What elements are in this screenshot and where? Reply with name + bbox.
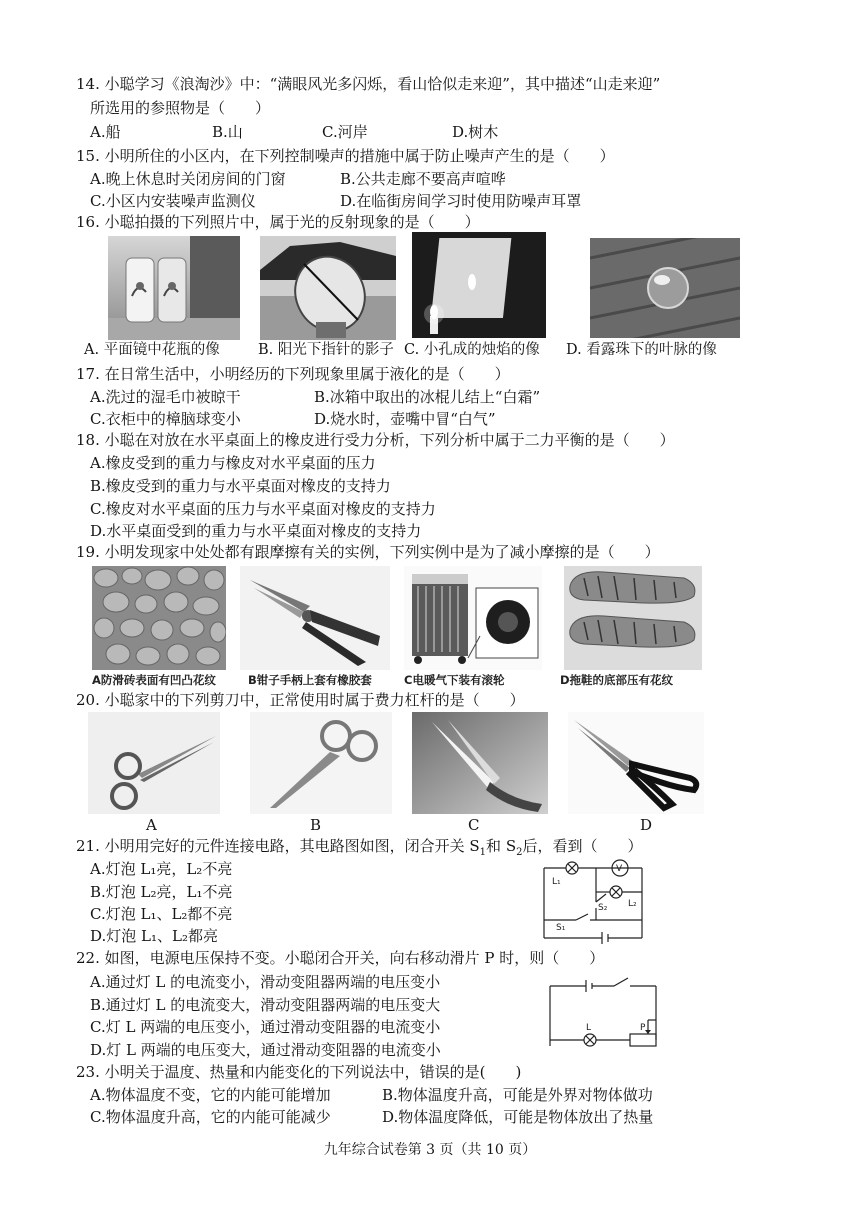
q19-caption-b: B钳子手柄上套有橡胶套 <box>248 673 372 687</box>
q19-caption-d: D拖鞋的底部压有花纹 <box>560 673 674 687</box>
q14-option-c: C.河岸 <box>322 123 368 141</box>
sundial-photo <box>260 236 396 340</box>
q21-stem-main: 21. 小明用完好的元件连接电路，其电路图如图，闭合开关 S <box>76 837 480 855</box>
q16-caption-a: A. 平面镜中花瓶的像 <box>84 342 220 358</box>
q20-letter-d: D <box>640 816 653 834</box>
q17-stem: 17. 在日常生活中，小明经历的下列现象里属于液化的是（ ） <box>76 365 510 383</box>
q21-option-d: D.灯泡 L₁、L₂都亮 <box>90 927 218 945</box>
q17-option-b: B.冰箱中取出的冰棍儿结上“白霜” <box>314 388 541 406</box>
slipper-sole-photo <box>564 566 702 670</box>
q19-stem: 19. 小明发现家中处处都有跟摩擦有关的实例，下列实例中是为了减小摩擦的是（ ） <box>76 543 660 561</box>
q18-option-c: C.橡皮对水平桌面的压力与水平桌面对橡皮的支持力 <box>90 500 436 518</box>
q22-label-l: L <box>586 1023 592 1033</box>
q22-option-a: A.通过灯 L 的电流变小，滑动变阻器两端的电压变小 <box>90 973 441 991</box>
q17-option-d: D.烧水时，壶嘴中冒“白气” <box>314 410 496 428</box>
scissors-d-photo <box>568 712 704 814</box>
q18-stem: 18. 小聪在对放在水平桌面上的橡皮进行受力分析，下列分析中属于二力平衡的是（ ） <box>76 431 675 449</box>
q21-stem-end: 后，看到（ ） <box>522 837 643 855</box>
q14-option-b: B.山 <box>212 123 243 141</box>
q14-stem-line2: 所选用的参照物是（ ） <box>90 99 271 117</box>
q23-option-b: B.物体温度升高，可能是外界对物体做功 <box>382 1086 653 1104</box>
q21-stem-mid: 和 S <box>486 837 517 855</box>
q21-option-a: A.灯泡 L₁亮，L₂不亮 <box>90 860 233 878</box>
pinhole-candle-photo <box>412 232 546 338</box>
q21-option-c: C.灯泡 L₁、L₂都不亮 <box>90 905 233 923</box>
q23-stem: 23. 小明关于温度、热量和内能变化的下列说法中，错误的是( ) <box>76 1063 522 1081</box>
q16-caption-c: C. 小孔成的烛焰的像 <box>404 342 540 358</box>
dewdrop-leaf-photo <box>590 238 740 338</box>
q21-label-v: V <box>616 864 623 874</box>
q20-stem: 20. 小聪家中的下列剪刀中，正常使用时属于费力杠杆的是（ ） <box>76 691 525 709</box>
q22-option-b: B.通过灯 L 的电流变大，滑动变阻器两端的电压变大 <box>90 996 441 1014</box>
q22-circuit-diagram <box>540 974 666 1054</box>
q22-option-d: D.灯 L 两端的电压变大，通过滑动变阻器的电流变小 <box>90 1041 441 1059</box>
q17-option-a: A.洗过的湿毛巾被晾干 <box>90 388 241 406</box>
q21-stem-sub2: 2 <box>516 847 523 858</box>
q18-option-d: D.水平桌面受到的重力与水平桌面对橡皮的支持力 <box>90 522 422 540</box>
q16-caption-d: D. 看露珠下的叶脉的像 <box>566 342 717 358</box>
q19-caption-c: C电暖气下装有滚轮 <box>404 673 505 687</box>
q23-option-a: A.物体温度不变，它的内能可能增加 <box>90 1086 331 1104</box>
q14-option-a: A.船 <box>90 123 121 141</box>
pliers-photo <box>240 566 390 670</box>
page-footer: 九年综合试卷第 3 页（共 10 页） <box>323 1142 537 1158</box>
q20-letter-a: A <box>146 816 157 834</box>
q14-option-d: D.树木 <box>452 123 499 141</box>
q16-stem: 16. 小聪拍摄的下列照片中，属于光的反射现象的是（ ） <box>76 213 480 231</box>
q21-label-s2: S₂ <box>598 903 608 913</box>
q21-option-b: B.灯泡 L₂亮，L₁不亮 <box>90 883 233 901</box>
q19-caption-a: A防滑砖表面有凹凸花纹 <box>92 673 216 687</box>
q15-option-a: A.晚上休息时关闭房间的门窗 <box>90 170 286 188</box>
q22-label-p: P <box>640 1023 646 1033</box>
q18-option-a: A.橡皮受到的重力与橡皮对水平桌面的压力 <box>90 454 376 472</box>
q20-letter-c: C <box>468 816 480 834</box>
electric-heater-photo <box>404 566 542 670</box>
q15-option-b: B.公共走廊不要高声喧哗 <box>340 170 506 188</box>
q17-option-c: C.衣柜中的樟脑球变小 <box>90 410 241 428</box>
q21-label-l2: L₂ <box>628 899 637 909</box>
q21-label-s1: S₁ <box>556 923 566 933</box>
q15-stem: 15. 小明所住的小区内，在下列控制噪声的措施中属于防止噪声产生的是（ ） <box>76 147 615 165</box>
q15-option-c: C.小区内安装噪声监测仪 <box>90 192 256 210</box>
vase-mirror-photo <box>108 236 240 340</box>
q22-option-c: C.灯 L 两端的电压变小，通过滑动变阻器的电流变小 <box>90 1018 441 1036</box>
q23-option-d: D.物体温度降低，可能是物体放出了热量 <box>382 1108 654 1126</box>
scissors-a-photo <box>88 712 220 814</box>
q18-option-b: B.橡皮受到的重力与水平桌面对橡皮的支持力 <box>90 477 391 495</box>
q21-circuit-diagram <box>536 854 666 946</box>
scissors-b-photo <box>250 712 392 814</box>
q23-option-c: C.物体温度升高，它的内能可能减少 <box>90 1108 331 1126</box>
q15-option-d: D.在临街房间学习时使用防噪声耳罩 <box>340 192 582 210</box>
q16-caption-b: B. 阳光下指针的影子 <box>258 342 394 358</box>
q21-label-l1: L₁ <box>552 877 561 887</box>
q21-stem-sub1: 1 <box>479 847 487 858</box>
q14-stem-line1: 14. 小聪学习《浪淘沙》中：“满眼风光多闪烁，看山恰似走来迎”，其中描述“山走来迎” <box>76 75 661 93</box>
q22-stem: 22. 如图，电源电压保持不变。小聪闭合开关，向右移动滑片 P 时，则（ ） <box>76 949 605 967</box>
scissors-c-photo <box>412 712 548 814</box>
anti-slip-tile-photo <box>92 566 226 670</box>
q20-letter-b: B <box>310 816 322 834</box>
